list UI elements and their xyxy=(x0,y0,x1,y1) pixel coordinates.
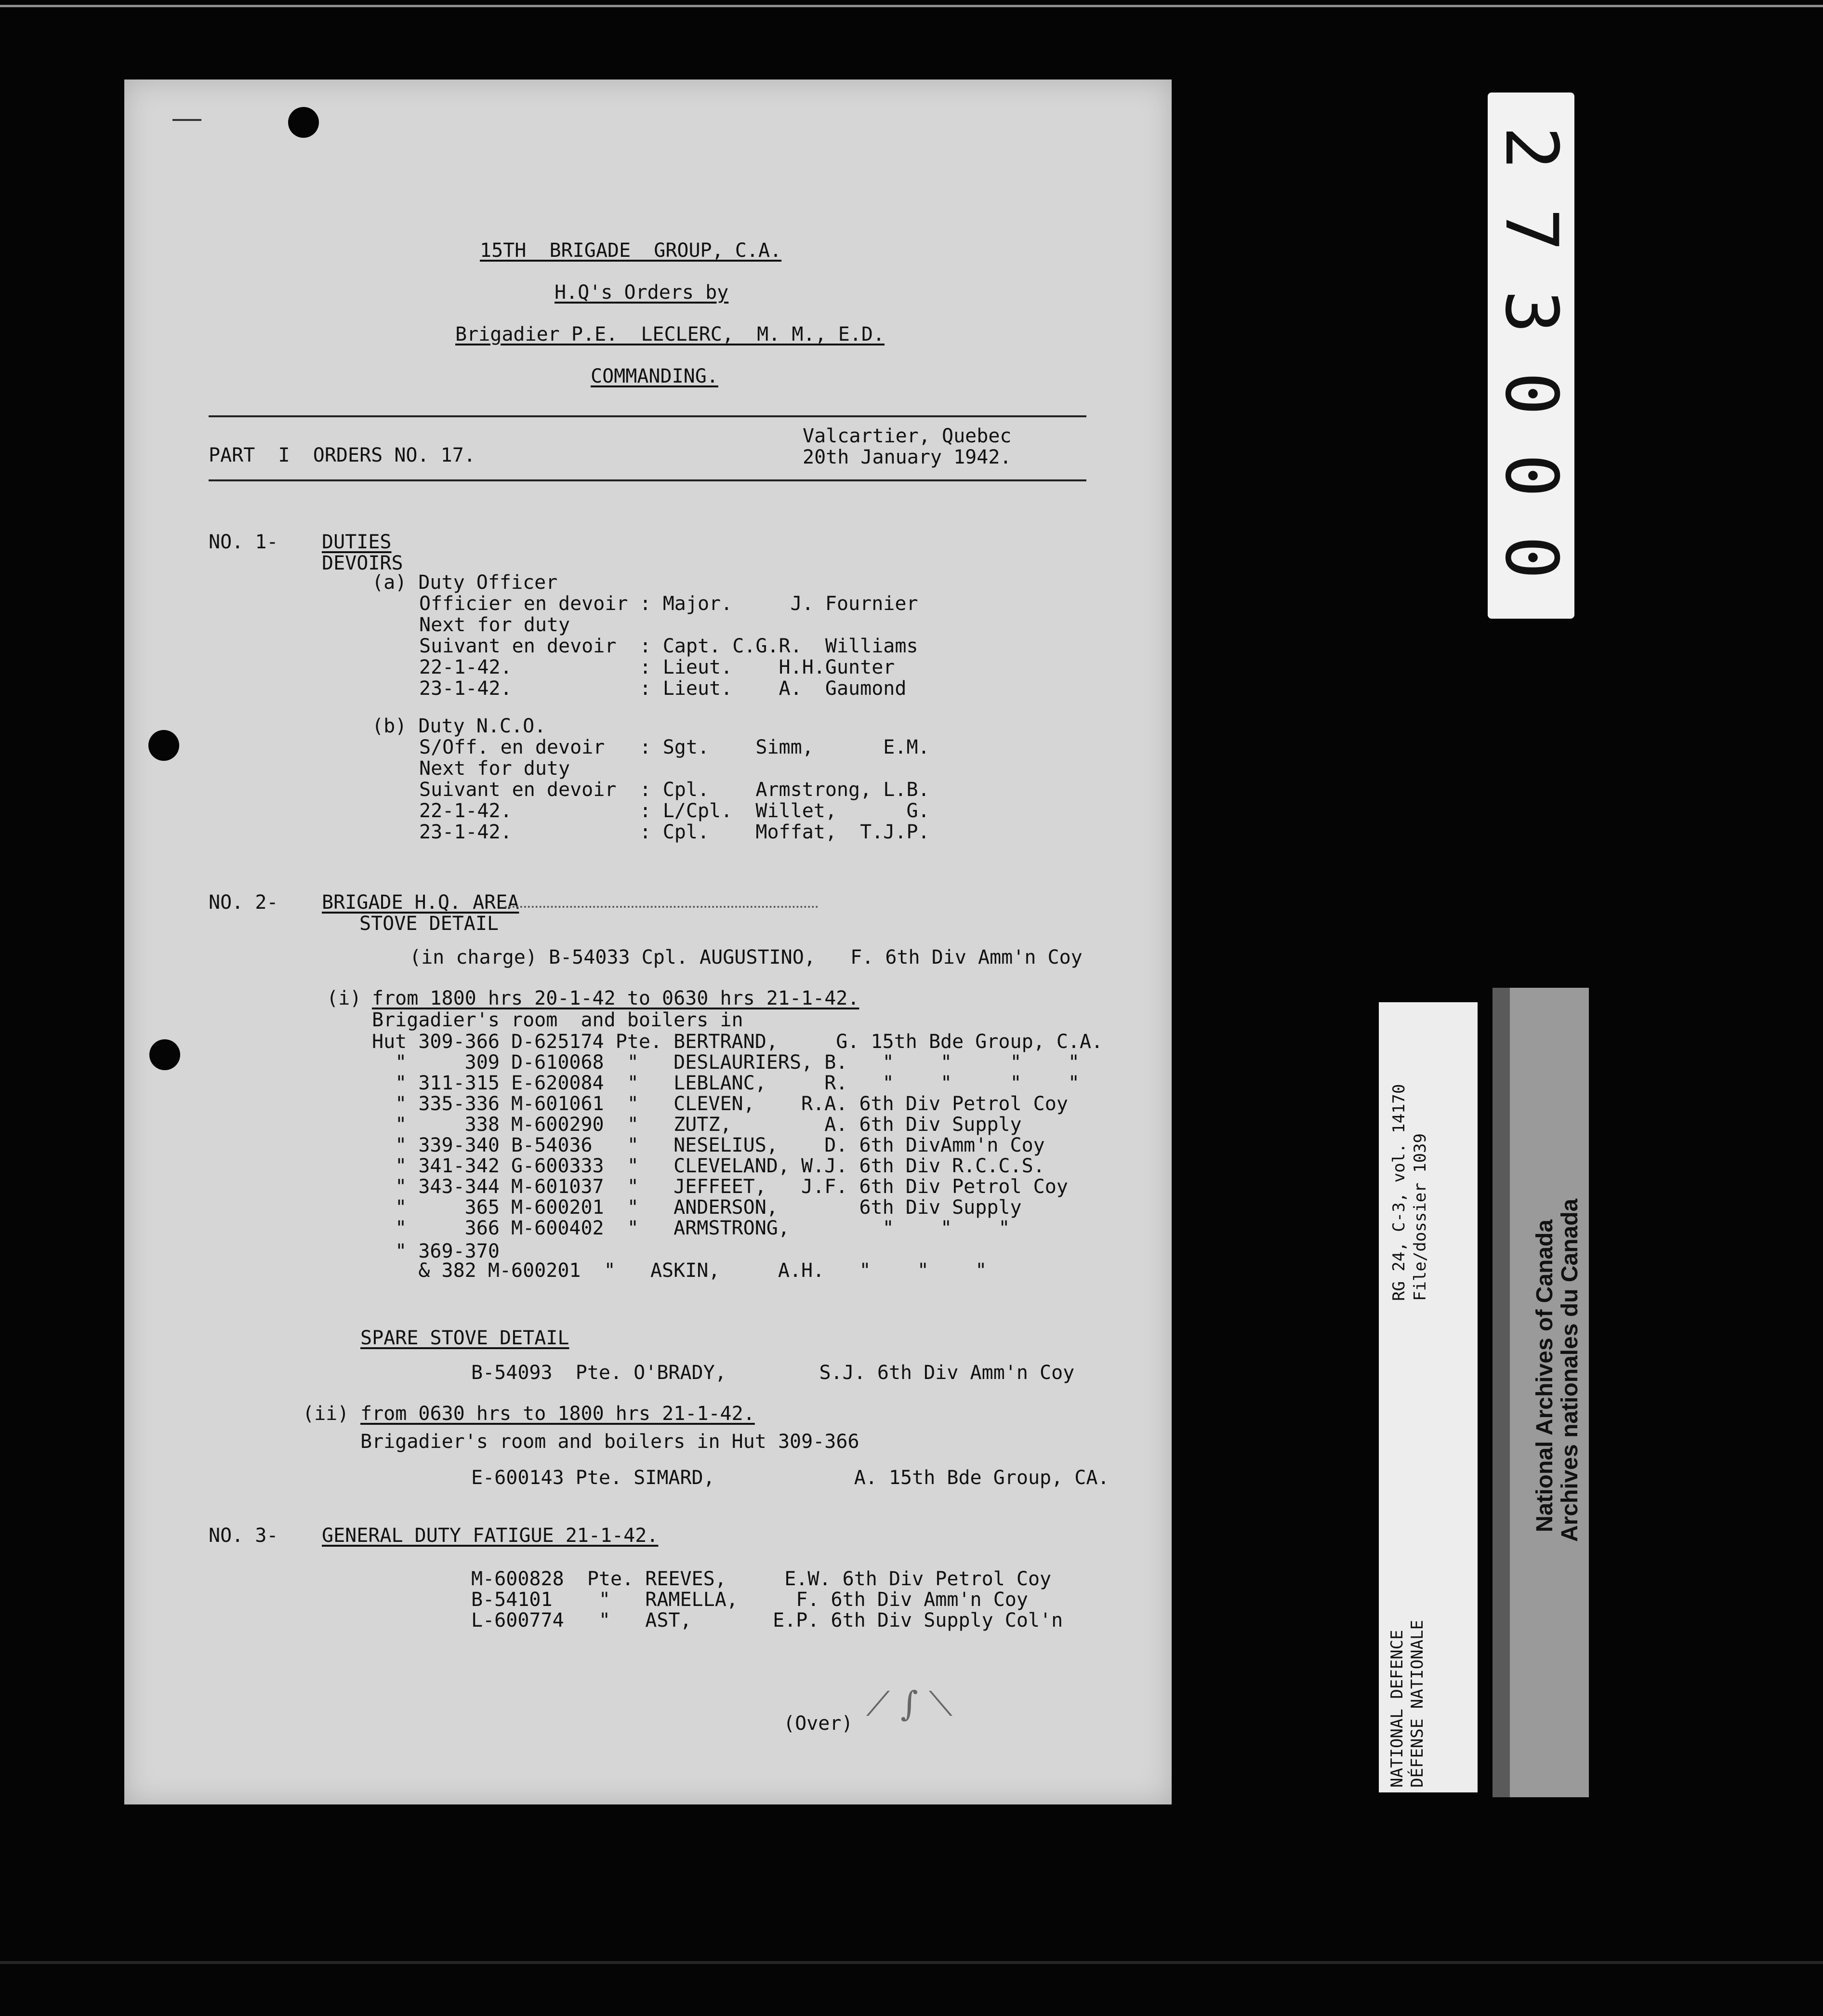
header-commander: Brigadier P.E. LECLERC, M. M., E.D. xyxy=(455,323,885,345)
archive-name-strip xyxy=(1493,988,1589,1797)
period-ii-heading: from 0630 hrs to 1800 hrs 21-1-42. xyxy=(360,1403,755,1425)
list-item: " 309 D-610068 " DESLAURIERS, B. " " " " xyxy=(372,1051,1080,1074)
duty-officer-line: Officier en devoir : Major. J. Fournier xyxy=(419,593,918,615)
list-item: " 339-340 B-54036 " NESELIUS, D. 6th DivAmm'n Coy xyxy=(372,1134,1045,1156)
part-orders-number: PART I ORDERS NO. 17. xyxy=(209,444,476,466)
duty-nco-line: Next for duty xyxy=(419,757,570,780)
top-rule xyxy=(209,415,1086,417)
punch-hole-middle xyxy=(148,730,179,761)
list-item: " 365 M-600201 " ANDERSON, 6th Div Supply xyxy=(372,1196,1022,1219)
period-i-subheading: Brigadier's room and boilers in xyxy=(372,1009,743,1031)
document-page xyxy=(124,80,1172,1804)
period-ii-label: (ii) xyxy=(303,1403,349,1425)
order-date: 20th January 1942. xyxy=(803,446,1012,468)
scan-bottom-line xyxy=(0,1961,1823,1964)
list-item: " 341-342 G-600333 " CLEVELAND, W.J. 6th Div R.C.C.S. xyxy=(372,1155,1045,1177)
stamp-digit: 7 xyxy=(1489,208,1573,252)
punch-hole-top xyxy=(288,107,319,138)
period-ii-line: E-600143 Pte. SIMARD, A. 15th Bde Group, CA. xyxy=(471,1467,1110,1489)
list-item: Hut 309-366 D-625174 Pte. BERTRAND, G. 15th Bde Group, C.A. xyxy=(372,1031,1103,1053)
duty-nco-label: (b) Duty N.C.O. xyxy=(372,715,546,737)
list-item: " 338 M-600290 " ZUTZ, A. 6th Div Supply xyxy=(372,1114,1022,1136)
section-1-number: NO. 1- xyxy=(209,531,278,553)
duty-officer-label: (a) Duty Officer xyxy=(372,571,558,594)
bottom-rule xyxy=(209,479,1086,481)
over-note: (Over) xyxy=(783,1712,853,1735)
duty-officer-line: Suivant en devoir : Capt. C.G.R. Williams xyxy=(419,635,918,657)
place: Valcartier, Quebec xyxy=(803,425,1012,447)
period-ii-subheading: Brigadier's room and boilers in Hut 309-366 xyxy=(360,1431,859,1453)
stamp-digit: 0 xyxy=(1489,371,1573,416)
stamp-digit: 0 xyxy=(1489,535,1573,580)
list-item: " 369-370 xyxy=(372,1240,500,1262)
archive-stamp-number xyxy=(1488,93,1574,619)
section-2-title: BRIGADE H.Q. AREA xyxy=(322,891,519,914)
period-i-label: (i) xyxy=(327,987,362,1009)
header-unit: 15TH BRIGADE GROUP, C.A. xyxy=(480,239,782,262)
duty-nco-line: 22-1-42. : L/Cpl. Willet, G. xyxy=(419,800,930,822)
archive-name-english: National Archives of Canada xyxy=(1532,1219,1558,1532)
list-item: " 311-315 E-620084 " LEBLANC, R. " " " " xyxy=(372,1072,1080,1094)
punch-hole-bottom xyxy=(149,1039,180,1070)
section-2-number: NO. 2- xyxy=(209,891,278,914)
stamp-digit: 2 xyxy=(1489,126,1573,170)
corner-mark xyxy=(172,119,201,121)
department-line-2: DÉFENSE NATIONALE xyxy=(1408,1620,1427,1788)
header-orders-by: H.Q's Orders by xyxy=(555,281,729,304)
list-item: & 382 M-600201 " ASKIN, A.H. " " " xyxy=(372,1260,987,1282)
list-item: L-600774 " AST, E.P. 6th Div Supply Col'n xyxy=(471,1609,1063,1631)
header-commanding: COMMANDING. xyxy=(591,365,718,387)
department-line-1: NATIONAL DEFENCE xyxy=(1387,1630,1407,1788)
section-2-subtitle: STOVE DETAIL xyxy=(359,913,499,935)
list-item: " 335-336 M-601061 " CLEVEN, R.A. 6th Div Petrol Coy xyxy=(372,1093,1068,1115)
duty-officer-line: Next for duty xyxy=(419,614,570,636)
duty-nco-line: 23-1-42. : Cpl. Moffat, T.J.P. xyxy=(419,821,930,843)
pencil-mark: ⟋ ∫ ⟍ xyxy=(866,1684,952,1724)
strip-edge xyxy=(1493,988,1510,1797)
list-item: " 343-344 M-601037 " JEFFEET, J.F. 6th Div Petrol Coy xyxy=(372,1176,1068,1198)
list-item: " 366 M-600402 " ARMSTRONG, " " " xyxy=(372,1217,1010,1239)
stamp-digit: 0 xyxy=(1489,453,1573,498)
list-item: M-600828 Pte. REEVES, E.W. 6th Div Petrol Coy xyxy=(471,1568,1052,1590)
archive-reference-strip xyxy=(1379,1002,1478,1792)
spare-stove-line: B-54093 Pte. O'BRADY, S.J. 6th Div Amm'n Coy xyxy=(471,1362,1075,1384)
list-item: B-54101 " RAMELLA, F. 6th Div Amm'n Coy xyxy=(471,1589,1028,1611)
archive-name-french: Archives nationales du Canada xyxy=(1557,1198,1583,1542)
scan-top-line xyxy=(0,5,1823,7)
period-i-heading: from 1800 hrs 20-1-42 to 0630 hrs 21-1-42. xyxy=(372,987,859,1009)
section-3-number: NO. 3- xyxy=(209,1525,278,1547)
stamp-digit: 3 xyxy=(1489,290,1573,334)
section-1-subtitle: DEVOIRS xyxy=(322,552,403,574)
spare-stove-title: SPARE STOVE DETAIL xyxy=(360,1327,569,1349)
archive-reference-line-1: RG 24, C-3, vol. 14170 xyxy=(1389,1084,1409,1301)
stove-in-charge: (in charge) B-54033 Cpl. AUGUSTINO, F. 6th Div Amm'n Coy xyxy=(410,946,1083,968)
duty-officer-line: 22-1-42. : Lieut. H.H.Gunter xyxy=(419,656,895,678)
duty-nco-line: Suivant en devoir : Cpl. Armstrong, L.B. xyxy=(419,779,930,801)
section-3-title: GENERAL DUTY FATIGUE 21-1-42. xyxy=(322,1525,659,1547)
archive-reference-line-2: File/dossier 1039 xyxy=(1411,1133,1430,1301)
duty-officer-line: 23-1-42. : Lieut. A. Gaumond xyxy=(419,677,907,700)
section-1-title: DUTIES xyxy=(322,531,392,553)
duty-nco-line: S/Off. en devoir : Sgt. Simm, E.M. xyxy=(419,736,930,758)
faint-dotted-line xyxy=(505,906,818,908)
